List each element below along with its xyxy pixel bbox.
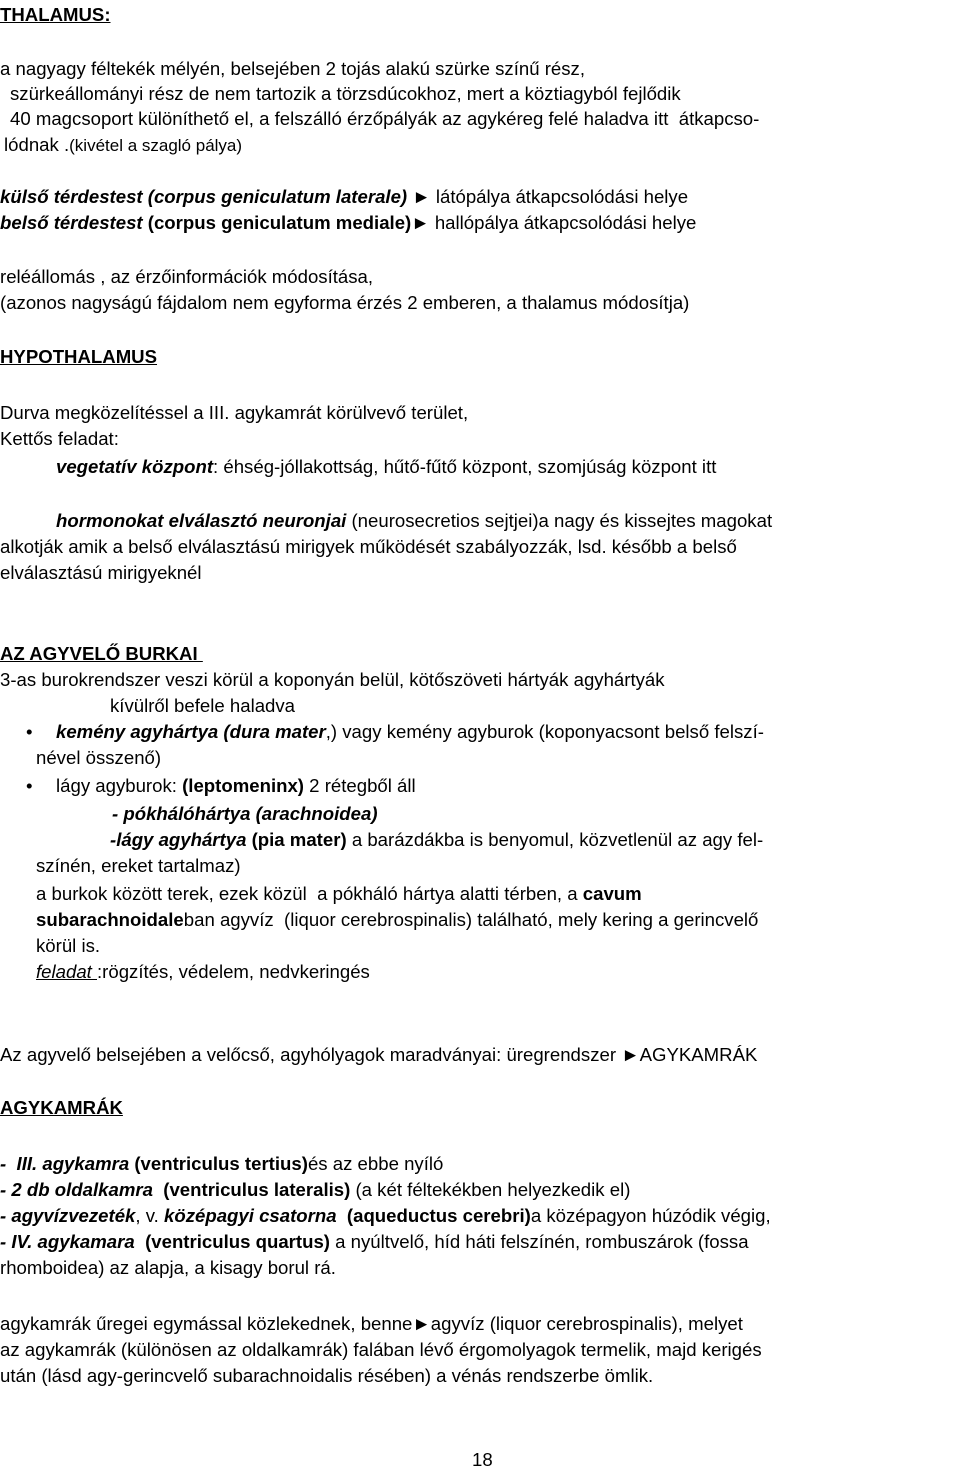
- agykamra-item: - IV. agykamara (ventriculus quartus) a nyúltvelő, híd háti felszínén, rombuszárok (fossa: [0, 1231, 749, 1252]
- bullet-icon: •: [26, 721, 33, 742]
- agykamra-item: rhomboidea) az alapja, a kisagy borul rá.: [0, 1257, 336, 1278]
- thalamus-line: lódnak .(kivétel a szagló pálya): [4, 134, 243, 155]
- thalamus-line: 40 magcsoport különíthető el, a felszálló érzőpályák az agykéreg felé haladva itt átkapcso-: [10, 108, 760, 129]
- feladat-line: feladat :rögzítés, védelem, nedvkeringés: [36, 961, 370, 982]
- vegetativ-kozpont-line: vegetatív központ: éhség-jóllakottság, hűtő-fűtő központ, szomjúság központ itt: [56, 456, 717, 477]
- cavum-line: subarachnoidaleban agyvíz (liquor cerebrospinalis) található, mely kering a gerincvelő: [36, 909, 759, 930]
- pia-mater-line: -lágy agyhártya (pia mater) a barázdákba is benyomul, közvetlenül az agy fel-: [110, 829, 764, 850]
- belso-terdestest-line: belső térdestest (corpus geniculatum mediale)► hallópálya átkapcsolódási helye: [0, 212, 697, 233]
- hypothalamus-title: HYPOTHALAMUS: [0, 346, 158, 367]
- thalamus-rele-line: reléállomás , az érzőinformációk módosítása,: [0, 266, 374, 287]
- thalamus-line: a nagyagy féltekék mélyén, belsejében 2 tojás alakú szürke színű rész,: [0, 58, 585, 79]
- hormon-line: hormonokat elválasztó neuronjai (neurosecretios sejtjei)a nagy és kissejtes magokat: [56, 510, 773, 531]
- agykamra-item: - III. agykamra (ventriculus tertius)és az ebbe nyíló: [0, 1153, 444, 1174]
- hypothalamus-line: alkotják amik a belső elválasztású mirigyek működését szabályozzák, lsd. később a belső: [0, 536, 737, 557]
- burkai-title: AZ AGYVELŐ BURKAI: [0, 643, 203, 664]
- cavum-line: a burkok között terek, ezek közül a pókháló hártya alatti térben, a cavum: [36, 883, 642, 904]
- agykamrak-title: AGYKAMRÁK: [0, 1097, 123, 1118]
- arachnoidea-line: - pókhálóhártya (arachnoidea): [112, 803, 378, 824]
- burkai-line: nével összenő): [36, 747, 162, 768]
- bullet-leptomeninx: • lágy agyburok: (leptomeninx) 2 rétegből áll: [26, 775, 416, 796]
- agykamrak-paragraph-line: az agykamrák (különösen az oldalkamrák) falában lévő érgomolyagok termelik, majd kerigés: [0, 1339, 762, 1360]
- thalamus-line: szürkeállományi rész de nem tartozik a törzsdúcokhoz, mert a köztiagyból fejlődik: [10, 83, 681, 104]
- kulso-terdestest-line: külső térdestest (corpus geniculatum laterale) ► látópálya átkapcsolódási helye: [0, 186, 689, 207]
- thalamus-rele-line: (azonos nagyságú fájdalom nem egyforma érzés 2 emberen, a thalamus módosítja): [0, 292, 690, 313]
- burkai-line: 3-as burokrendszer veszi körül a koponyán belül, kötőszöveti hártyák agyhártyák: [0, 669, 665, 690]
- burkai-line: kívülről befele haladva: [110, 695, 296, 716]
- hypothalamus-line: elválasztású mirigyeknél: [0, 562, 202, 583]
- hypothalamus-line: Kettős feladat:: [0, 428, 119, 449]
- agyvelo-line: Az agyvelő belsejében a velőcső, agyhólyagok maradványai: üregrendszer ►AGYKAMRÁK: [0, 1044, 758, 1065]
- agykamra-item: - agyvízvezeték, v. középagyi csatorna (aqueductus cerebri)a középagyon húzódik végig,: [0, 1205, 771, 1226]
- thalamus-title: THALAMUS:: [0, 4, 111, 25]
- agykamrak-paragraph-line: után (lásd agy-gerincvelő subarachnoidalis résében) a vénás rendszerbe ömlik.: [0, 1365, 654, 1386]
- page-number: 18: [472, 1449, 493, 1470]
- agykamra-item: - 2 db oldalkamra (ventriculus lateralis) (a két féltekékben helyezkedik el): [0, 1179, 631, 1200]
- bullet-icon: •: [26, 775, 33, 796]
- burkai-line: körül is.: [36, 935, 101, 956]
- bullet-dura-mater: • kemény agyhártya (dura mater,) vagy kemény agyburok (koponyacsont belső felszí-: [26, 721, 764, 742]
- hypothalamus-line: Durva megközelítéssel a III. agykamrát körülvevő terület,: [0, 402, 469, 423]
- burkai-line: színén, ereket tartalmaz): [36, 855, 241, 876]
- agykamrak-paragraph-line: agykamrák űregei egymással közlekednek, benne►agyvíz (liquor cerebrospinalis), melyet: [0, 1313, 743, 1334]
